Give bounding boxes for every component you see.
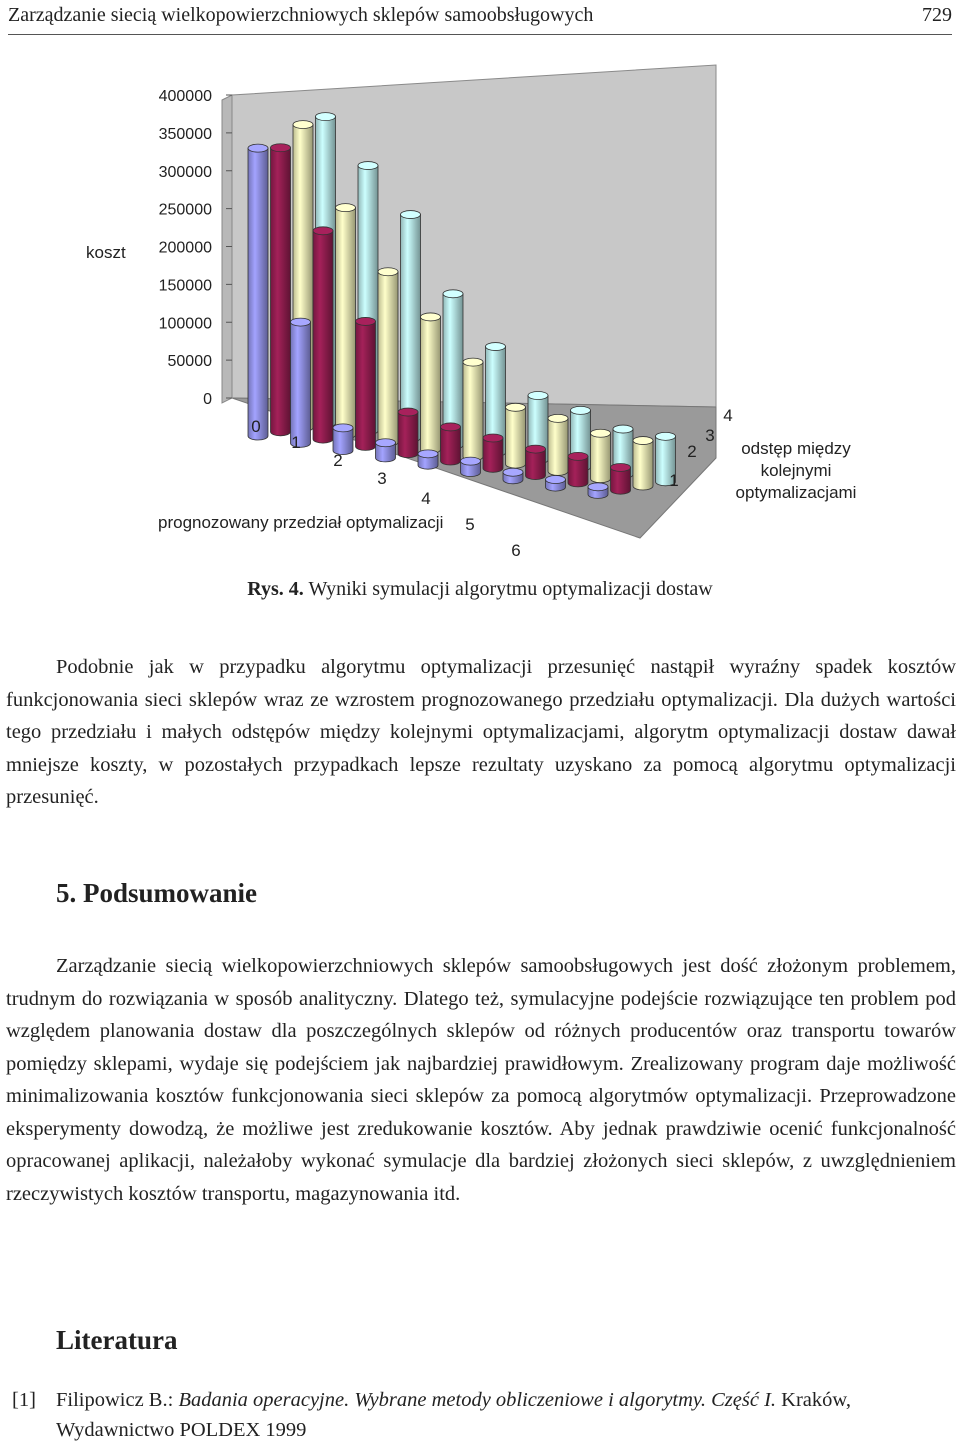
paragraph-results-text: Podobnie jak w przypadku algorytmu optymalizacji przesunięć nastąpił wyraźny spadek kosztów funkcjonowania sieci sklepów wraz ze wzrostem prognozowanego przedziału optymalizacji. Dla dużych wartości tego przedziału i małych odstępów między kolejnymi optymalizacjami, algorytm optymalizacji dostaw dawał mniejsze koszty, w pozostałych przypadkach lepsze rezultaty uzyskano za pomocą algorytmu optymalizacji przesunięć. bbox=[6, 656, 956, 808]
bar-body bbox=[633, 441, 653, 490]
bar-series-1-x-5 bbox=[461, 457, 481, 476]
y-axis-label: odstęp między kolejnymi optymalizacjami bbox=[735, 439, 857, 502]
bar-top bbox=[291, 318, 311, 326]
bar-top bbox=[418, 450, 438, 458]
bar-body bbox=[591, 433, 611, 482]
paragraph-results bbox=[6, 651, 956, 814]
bar-body bbox=[548, 418, 568, 475]
section-heading-literature: Literatura bbox=[56, 1325, 178, 1355]
x-tick-label: 4 bbox=[421, 489, 431, 508]
bar-series-1-x-6 bbox=[503, 468, 523, 484]
bar-top bbox=[588, 483, 608, 491]
z-tick-label: 50000 bbox=[167, 353, 212, 371]
bar-top bbox=[591, 429, 611, 437]
bar-top bbox=[333, 424, 353, 432]
bar-series-2-x-1 bbox=[313, 227, 333, 443]
bar-body bbox=[356, 321, 376, 450]
x-axis-label: prognozowany przedział optymalizacji bbox=[158, 513, 444, 532]
bar-series-1-x-2 bbox=[333, 424, 353, 455]
bar-top bbox=[248, 144, 268, 152]
bar-top bbox=[271, 144, 291, 152]
bar-body bbox=[313, 231, 333, 443]
bar-series-3-x-3 bbox=[421, 313, 441, 454]
x-tick-label: 5 bbox=[465, 515, 475, 534]
bar-series-1-x-3 bbox=[376, 439, 396, 462]
bar-top bbox=[483, 434, 503, 442]
bar-body bbox=[568, 456, 588, 487]
bar-series-1-x-4 bbox=[418, 450, 438, 469]
x-tick-label: 2 bbox=[333, 451, 343, 470]
reference-number: [1] bbox=[12, 1389, 36, 1411]
bar-body bbox=[463, 362, 483, 461]
figure-caption-label: Rys. 4. bbox=[247, 578, 304, 600]
x-tick-label: 0 bbox=[251, 417, 261, 436]
bar-body bbox=[441, 427, 461, 465]
bar-series-1-x-8 bbox=[546, 476, 566, 492]
bar-body bbox=[526, 449, 546, 480]
bar-series-3-x-8 bbox=[591, 429, 611, 482]
bar-body bbox=[248, 148, 268, 440]
bar-top bbox=[546, 476, 566, 484]
bar-top bbox=[313, 227, 333, 235]
y-tick-label: 3 bbox=[705, 426, 715, 445]
x-tick-label: 1 bbox=[291, 433, 301, 452]
bar-body bbox=[271, 148, 291, 436]
bar-top bbox=[398, 408, 418, 416]
bar-body bbox=[378, 272, 398, 446]
bar-top bbox=[443, 290, 463, 298]
bar-top bbox=[571, 406, 591, 414]
z-tick-label: 300000 bbox=[158, 163, 212, 181]
bar-top bbox=[401, 211, 421, 219]
bar-top bbox=[461, 457, 481, 465]
reference-body bbox=[56, 1385, 956, 1445]
bar-top bbox=[421, 313, 441, 321]
bar-series-2-x-5 bbox=[483, 434, 503, 472]
section-heading-summary: 5. Podsumowanie bbox=[56, 878, 258, 908]
bar-body bbox=[421, 317, 441, 454]
bar-series-3-x-10 bbox=[633, 437, 653, 490]
bar-top bbox=[378, 268, 398, 276]
bar-series-3-x-2 bbox=[378, 268, 398, 446]
bar-top bbox=[633, 437, 653, 445]
bar-top bbox=[316, 113, 336, 121]
bar-top bbox=[611, 463, 631, 471]
bar-series-2-x-4 bbox=[441, 423, 461, 465]
cost-3d-bar-chart bbox=[0, 60, 960, 560]
z-tick-label: 100000 bbox=[158, 315, 212, 333]
reference-author: Filipowicz B.: bbox=[56, 1389, 179, 1411]
z-tick-label: 400000 bbox=[158, 88, 212, 105]
bar-series-4-x-2 bbox=[401, 211, 421, 442]
bar-series-2-x-10 bbox=[611, 463, 631, 494]
bar-series-1-x-1 bbox=[291, 318, 311, 447]
y-tick-label: 2 bbox=[687, 442, 697, 461]
page-header bbox=[8, 0, 952, 35]
bar-body bbox=[336, 208, 356, 439]
y-tick-label: 4 bbox=[723, 406, 733, 425]
bar-series-2-x-6 bbox=[526, 445, 546, 480]
bar-body bbox=[506, 407, 526, 468]
bar-top bbox=[526, 445, 546, 453]
bar-series-3-x-4 bbox=[463, 358, 483, 461]
reference-title: Badania operacyjne. Wybrane metody obliczeniowe i algorytmy. Część I. bbox=[178, 1389, 777, 1411]
z-axis-tick-labels bbox=[159, 88, 212, 408]
bar-body bbox=[291, 322, 311, 447]
bar-series-3-x-1 bbox=[336, 204, 356, 439]
bar-top bbox=[656, 432, 676, 440]
figure-caption bbox=[0, 578, 960, 601]
z-tick-label: 250000 bbox=[158, 201, 212, 219]
bar-top bbox=[548, 414, 568, 422]
bar-series-2-x-3 bbox=[398, 408, 418, 458]
paragraph-summary-text: Zarządzanie siecią wielkopowierzchniowych sklepów samoobsługowych jest dość złożonym problemem, trudnym do rozwiązania w sposób analityczny. Dlatego też, symulacyjne podejście rozwiązujące ten problem pod względem planowania dostaw dla poszczególnych sklepów od różnych producentów oraz transportu towarów pomiędzy sklepami, wydaje się podejściem jak najbardziej prawidłowym. Zrealizowany program daje możliwość minimalizowania kosztów funkcjonowania sieci sklepów za pomocą algorytmów optymalizacji. Przeprowadzone eksperymenty dowodzą, że możliwe jest zredukowanie kosztów. Aby jednak prawdziwie ocenić funkcjonalność opracowanej aplikacji, należałoby wykonać symulacje dla bardziej złożonych sieci sklepów, z uwzględnieniem rzeczywistych kosztów transportu, magazynowania itd. bbox=[6, 955, 956, 1205]
bar-top bbox=[441, 423, 461, 431]
bar-top bbox=[506, 403, 526, 411]
bar-top bbox=[568, 452, 588, 460]
page-number: 729 bbox=[922, 4, 952, 26]
bar-top bbox=[356, 317, 376, 325]
bar-top bbox=[293, 121, 313, 129]
bar-series-2-x-2 bbox=[356, 317, 376, 450]
bar-top bbox=[376, 439, 396, 447]
bar-top bbox=[613, 425, 633, 433]
figure-caption-text: Wyniki symulacji algorytmu optymalizacji dostaw bbox=[303, 578, 713, 600]
bar-series-2-x-0 bbox=[271, 144, 291, 436]
x-tick-label: 3 bbox=[377, 469, 387, 488]
z-tick-label: 150000 bbox=[158, 277, 212, 295]
chart-side-wall bbox=[222, 95, 232, 403]
bar-series-3-x-6 bbox=[548, 414, 568, 475]
bar-body bbox=[483, 438, 503, 472]
bar-series-1-x-10 bbox=[588, 483, 608, 499]
reference-publisher: Kraków, Wydawnictwo POLDEX 1999 bbox=[56, 1389, 851, 1441]
z-axis-label: koszt bbox=[86, 243, 126, 262]
z-tick-label: 200000 bbox=[158, 239, 212, 257]
bar-series-2-x-8 bbox=[568, 452, 588, 487]
bar-top bbox=[528, 392, 548, 400]
bar-body bbox=[398, 412, 418, 458]
paragraph-summary bbox=[6, 950, 956, 1210]
bar-top bbox=[503, 468, 523, 476]
bar-series-3-x-5 bbox=[506, 403, 526, 468]
z-tick-label: 350000 bbox=[158, 125, 212, 143]
bar-top bbox=[336, 204, 356, 212]
x-tick-label: 6 bbox=[511, 541, 521, 560]
bar-top bbox=[486, 343, 506, 351]
y-tick-label: 1 bbox=[669, 471, 679, 490]
bar-series-1-x-0 bbox=[248, 144, 268, 440]
bar-top bbox=[358, 162, 378, 170]
bar-top bbox=[463, 358, 483, 366]
running-title: Zarządzanie siecią wielkopowierzchniowych sklepów samoobsługowych bbox=[8, 4, 594, 26]
z-tick-label: 0 bbox=[203, 391, 212, 408]
